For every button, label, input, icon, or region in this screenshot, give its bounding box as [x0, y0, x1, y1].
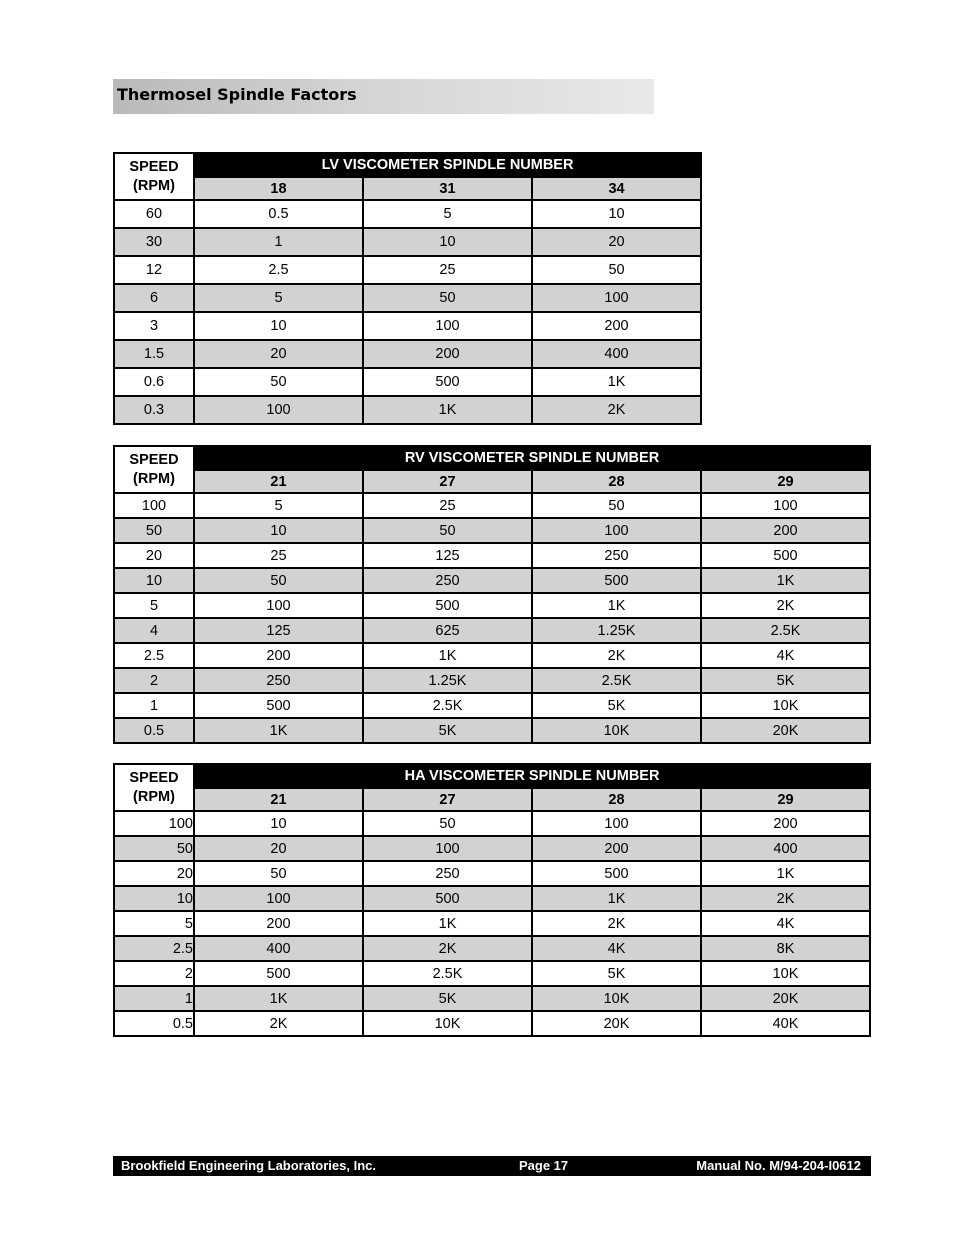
factor-cell: 2K	[532, 911, 701, 936]
factor-cell: 100	[532, 284, 701, 312]
factor-cell: 125	[363, 543, 532, 568]
speed-cell: 6	[114, 284, 194, 312]
table-row	[114, 340, 701, 368]
table-row	[114, 518, 870, 543]
factor-cell: 25	[363, 493, 532, 518]
factor-cell: 500	[194, 693, 363, 718]
factor-cell: 5K	[532, 693, 701, 718]
table-row	[114, 961, 870, 986]
factor-cell: 500	[532, 861, 701, 886]
factor-cell: 1K	[532, 368, 701, 396]
table-row	[114, 911, 870, 936]
factor-cell: 20	[194, 836, 363, 861]
speed-cell: 12	[114, 256, 194, 284]
table-header-row	[114, 153, 701, 177]
factor-cell: 50	[363, 518, 532, 543]
table-row	[114, 312, 701, 340]
factor-cell: 200	[701, 811, 870, 836]
factor-cell: 250	[363, 861, 532, 886]
lv-spindle-factor-table	[113, 152, 702, 425]
table-row	[114, 811, 870, 836]
factor-cell: 200	[532, 312, 701, 340]
factor-cell: 50	[194, 861, 363, 886]
factor-cell: 10	[194, 312, 363, 340]
factor-cell: 500	[363, 886, 532, 911]
factor-cell: 500	[701, 543, 870, 568]
table-row	[114, 256, 701, 284]
speed-cell: 0.3	[114, 396, 194, 424]
table-row	[114, 396, 701, 424]
speed-cell: 60	[114, 200, 194, 228]
spindle-number-group-header: LV VISCOMETER SPINDLE NUMBER	[194, 153, 701, 177]
factor-cell: 1K	[363, 396, 532, 424]
factor-cell: 1K	[701, 861, 870, 886]
table-row	[114, 718, 870, 743]
speed-cell: 5	[114, 593, 194, 618]
factor-cell: 4K	[532, 936, 701, 961]
footer-page-number: Page 17	[519, 1158, 569, 1173]
spindle-column-header: 34	[532, 177, 701, 200]
table-row	[114, 936, 870, 961]
factor-cell: 50	[194, 568, 363, 593]
factor-cell: 1K	[532, 886, 701, 911]
factor-cell: 100	[363, 836, 532, 861]
table-row	[114, 593, 870, 618]
table-header-row	[114, 446, 870, 470]
spindle-column-header: 28	[532, 470, 701, 493]
factor-cell: 10K	[701, 693, 870, 718]
rv-spindle-factor-table	[113, 445, 871, 744]
factor-cell: 10K	[532, 986, 701, 1011]
factor-cell: 2K	[194, 1011, 363, 1036]
factor-cell: 1K	[532, 593, 701, 618]
speed-column-header	[114, 446, 194, 493]
factor-cell: 10K	[701, 961, 870, 986]
factor-cell: 50	[363, 811, 532, 836]
table-row	[114, 643, 870, 668]
table-row	[114, 493, 870, 518]
factor-cell: 2K	[532, 643, 701, 668]
table-row	[114, 368, 701, 396]
factor-cell: 5	[363, 200, 532, 228]
factor-cell: 200	[532, 836, 701, 861]
speed-cell: 0.5	[114, 718, 194, 743]
page-footer	[113, 1156, 871, 1176]
table-row	[114, 618, 870, 643]
speed-cell: 1	[114, 693, 194, 718]
speed-cell: 3	[114, 312, 194, 340]
speed-cell: 1.5	[114, 340, 194, 368]
factor-cell: 2.5K	[363, 693, 532, 718]
factor-cell: 2.5	[194, 256, 363, 284]
spindle-column-header: 21	[194, 470, 363, 493]
factor-cell: 250	[363, 568, 532, 593]
factor-cell: 1.25K	[532, 618, 701, 643]
speed-cell: 2	[114, 668, 194, 693]
table-row	[114, 986, 870, 1011]
speed-cell: 10	[114, 568, 194, 593]
table-row	[114, 693, 870, 718]
factor-cell: 200	[701, 518, 870, 543]
table-row	[114, 668, 870, 693]
factor-cell: 2.5K	[532, 668, 701, 693]
speed-column-header	[114, 764, 194, 811]
factor-cell: 200	[194, 911, 363, 936]
factor-cell: 4K	[701, 643, 870, 668]
factor-cell: 25	[363, 256, 532, 284]
factor-cell: 25	[194, 543, 363, 568]
factor-cell: 400	[194, 936, 363, 961]
factor-cell: 5K	[363, 986, 532, 1011]
factor-cell: 4K	[701, 911, 870, 936]
spindle-number-group-header: RV VISCOMETER SPINDLE NUMBER	[194, 446, 870, 470]
factor-cell: 5K	[701, 668, 870, 693]
factor-cell: 5	[194, 493, 363, 518]
factor-cell: 250	[194, 668, 363, 693]
rpm-label: (RPM)	[133, 177, 175, 194]
factor-cell: 250	[532, 543, 701, 568]
factor-cell: 2K	[701, 593, 870, 618]
spindle-header-row	[114, 788, 870, 811]
table-row	[114, 1011, 870, 1036]
factor-cell: 2.5K	[701, 618, 870, 643]
factor-cell: 2K	[701, 886, 870, 911]
factor-cell: 2K	[532, 396, 701, 424]
factor-cell: 100	[701, 493, 870, 518]
table-row	[114, 200, 701, 228]
factor-cell: 100	[532, 518, 701, 543]
factor-cell: 1.25K	[363, 668, 532, 693]
factor-cell: 10	[194, 811, 363, 836]
factor-cell: 20K	[701, 718, 870, 743]
factor-cell: 100	[194, 593, 363, 618]
factor-cell: 50	[532, 256, 701, 284]
rpm-label: (RPM)	[133, 788, 175, 805]
spindle-column-header: 29	[701, 470, 870, 493]
factor-cell: 100	[194, 886, 363, 911]
factor-cell: 10K	[532, 718, 701, 743]
factor-cell: 500	[363, 368, 532, 396]
spindle-column-header: 29	[701, 788, 870, 811]
speed-cell: 100	[114, 493, 194, 518]
factor-cell: 10	[532, 200, 701, 228]
factor-cell: 200	[363, 340, 532, 368]
factor-cell: 2.5K	[363, 961, 532, 986]
factor-cell: 5K	[532, 961, 701, 986]
factor-cell: 10K	[363, 1011, 532, 1036]
speed-cell: 0.6	[114, 368, 194, 396]
footer-manual-number: Manual No. M/94-204-I0612	[696, 1158, 861, 1173]
speed-label: SPEED	[129, 451, 179, 468]
factor-cell: 100	[194, 396, 363, 424]
factor-cell: 400	[532, 340, 701, 368]
spindle-header-row	[114, 177, 701, 200]
table-row	[114, 543, 870, 568]
rpm-label: (RPM)	[133, 470, 175, 487]
factor-cell: 100	[363, 312, 532, 340]
factor-cell: 125	[194, 618, 363, 643]
factor-cell: 50	[363, 284, 532, 312]
speed-cell: 20	[114, 861, 194, 886]
factor-cell: 20	[532, 228, 701, 256]
speed-cell: 0.5	[114, 1011, 194, 1036]
table-row	[114, 886, 870, 911]
spindle-column-header: 28	[532, 788, 701, 811]
spindle-column-header: 21	[194, 788, 363, 811]
table-row	[114, 284, 701, 312]
factor-cell: 5	[194, 284, 363, 312]
speed-cell: 2	[114, 961, 194, 986]
factor-cell: 10	[363, 228, 532, 256]
factor-cell: 400	[701, 836, 870, 861]
factor-cell: 625	[363, 618, 532, 643]
speed-cell: 5	[114, 911, 194, 936]
factor-cell: 1K	[363, 643, 532, 668]
speed-cell: 30	[114, 228, 194, 256]
factor-cell: 20	[194, 340, 363, 368]
table-header-row	[114, 764, 870, 788]
factor-cell: 1	[194, 228, 363, 256]
factor-cell: 200	[194, 643, 363, 668]
factor-cell: 100	[532, 811, 701, 836]
table-row	[114, 861, 870, 886]
speed-cell: 50	[114, 836, 194, 861]
factor-cell: 1K	[194, 986, 363, 1011]
speed-cell: 2.5	[114, 936, 194, 961]
speed-cell: 50	[114, 518, 194, 543]
factor-cell: 40K	[701, 1011, 870, 1036]
spindle-header-row	[114, 470, 870, 493]
table-row	[114, 836, 870, 861]
factor-cell: 500	[532, 568, 701, 593]
table-row	[114, 568, 870, 593]
factor-cell: 20K	[701, 986, 870, 1011]
speed-cell: 2.5	[114, 643, 194, 668]
factor-cell: 20K	[532, 1011, 701, 1036]
factor-cell: 50	[532, 493, 701, 518]
factor-cell: 0.5	[194, 200, 363, 228]
footer-company: Brookfield Engineering Laboratories, Inc.	[121, 1158, 376, 1173]
factor-cell: 1K	[363, 911, 532, 936]
factor-cell: 5K	[363, 718, 532, 743]
speed-cell: 4	[114, 618, 194, 643]
spindle-column-header: 18	[194, 177, 363, 200]
speed-cell: 10	[114, 886, 194, 911]
speed-cell: 1	[114, 986, 194, 1011]
factor-cell: 2K	[363, 936, 532, 961]
speed-label: SPEED	[129, 769, 179, 786]
speed-label: SPEED	[129, 158, 179, 175]
factor-cell: 500	[194, 961, 363, 986]
speed-cell: 20	[114, 543, 194, 568]
ha-spindle-factor-table	[113, 763, 871, 1037]
speed-column-header	[114, 153, 194, 200]
spindle-column-header: 27	[363, 470, 532, 493]
factor-cell: 8K	[701, 936, 870, 961]
spindle-column-header: 27	[363, 788, 532, 811]
factor-cell: 1K	[194, 718, 363, 743]
spindle-number-group-header: HA VISCOMETER SPINDLE NUMBER	[194, 764, 870, 788]
spindle-column-header: 31	[363, 177, 532, 200]
factor-cell: 10	[194, 518, 363, 543]
factor-cell: 500	[363, 593, 532, 618]
speed-cell: 100	[114, 811, 194, 836]
factor-cell: 50	[194, 368, 363, 396]
section-title: Thermosel Spindle Factors	[113, 79, 654, 114]
table-row	[114, 228, 701, 256]
factor-cell: 1K	[701, 568, 870, 593]
